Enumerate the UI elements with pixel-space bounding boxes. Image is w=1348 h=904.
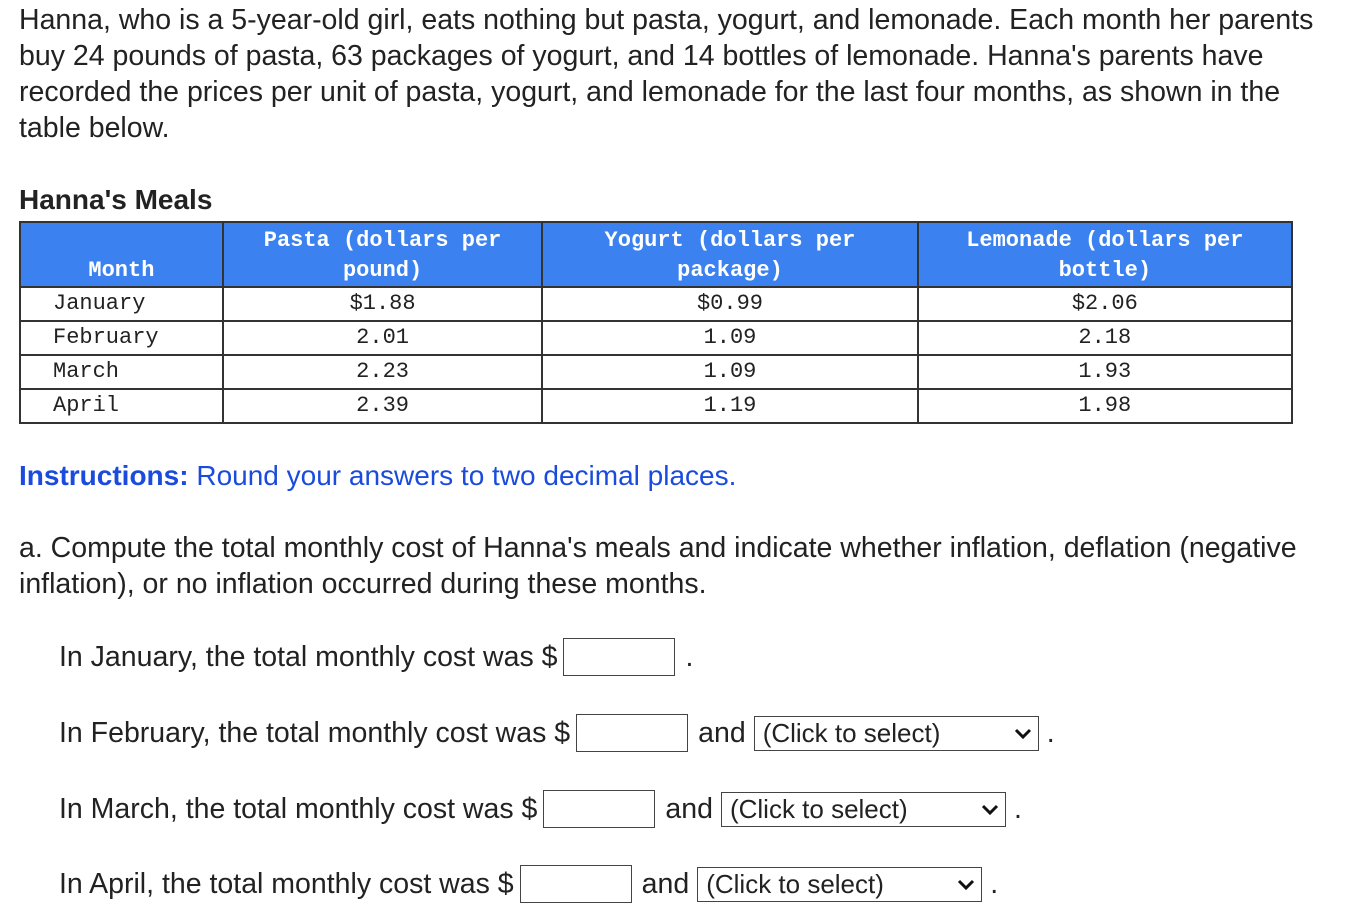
cell-lemonade: 1.93 bbox=[918, 355, 1292, 389]
cell-lemonade: 2.18 bbox=[918, 321, 1292, 355]
header-lemonade: Lemonade (dollars per bottle) bbox=[918, 222, 1292, 287]
chevron-down-icon bbox=[981, 799, 999, 819]
cell-month: January bbox=[20, 287, 223, 321]
cell-yogurt: 1.09 bbox=[542, 355, 917, 389]
cell-yogurt: 1.19 bbox=[542, 389, 917, 423]
cell-yogurt: $0.99 bbox=[542, 287, 917, 321]
cell-pasta: $1.88 bbox=[223, 287, 542, 321]
instructions-text: Round your answers to two decimal places. bbox=[196, 460, 737, 491]
table-title: Hanna's Meals bbox=[19, 184, 213, 215]
cell-pasta: 2.23 bbox=[223, 355, 542, 389]
february-inflation-select[interactable] bbox=[754, 716, 1039, 751]
period: . bbox=[990, 868, 999, 900]
answer-prompt: In March, the total monthly cost was $ bbox=[59, 793, 538, 825]
answer-prompt: In February, the total monthly cost was $ bbox=[59, 717, 571, 749]
march-inflation-select[interactable] bbox=[721, 792, 1006, 827]
select-value: (Click to select) bbox=[762, 718, 941, 748]
cell-month: April bbox=[20, 389, 223, 423]
cell-pasta: 2.01 bbox=[223, 321, 542, 355]
cell-pasta: 2.39 bbox=[223, 389, 542, 423]
header-pasta: Pasta (dollars per pound) bbox=[223, 222, 542, 287]
instructions bbox=[19, 458, 736, 494]
select-value: (Click to select) bbox=[706, 869, 884, 899]
header-month: Month bbox=[20, 222, 223, 287]
cell-yogurt: 1.09 bbox=[542, 321, 917, 355]
cell-lemonade: 1.98 bbox=[918, 389, 1292, 423]
table-row bbox=[20, 321, 1292, 355]
january-cost-input[interactable] bbox=[563, 638, 675, 676]
table-row bbox=[20, 355, 1292, 389]
and-label: and bbox=[641, 868, 690, 900]
april-inflation-select[interactable] bbox=[697, 867, 982, 902]
period: . bbox=[1013, 793, 1022, 825]
problem-intro: Hanna, who is a 5-year-old girl, eats nothing but pasta, yogurt, and lemonade. Each month her parents buy 24 pounds of pasta, 63 packages of yogurt, and 14 bottles of lemonade. Hanna's parents have recorded the prices per unit of pasta, yogurt, and lemonade for the last four months, as shown in the table below. bbox=[19, 4, 1314, 144]
cell-month: February bbox=[20, 321, 223, 355]
period: . bbox=[685, 641, 694, 673]
prices-table bbox=[19, 221, 1293, 424]
period: . bbox=[1046, 717, 1055, 749]
cell-lemonade: $2.06 bbox=[918, 287, 1292, 321]
answer-row-january bbox=[59, 637, 693, 677]
question-a: a. Compute the total monthly cost of Hanna's meals and indicate whether inflation, deflation (negative inflation), or no inflation occurred during these months. bbox=[19, 532, 1297, 600]
chevron-down-icon bbox=[1014, 723, 1032, 743]
chevron-down-icon bbox=[957, 874, 975, 894]
february-cost-input[interactable] bbox=[576, 714, 688, 752]
header-yogurt: Yogurt (dollars per package) bbox=[542, 222, 917, 287]
april-cost-input[interactable] bbox=[520, 865, 632, 903]
cell-month: March bbox=[20, 355, 223, 389]
table-header-row bbox=[20, 222, 1292, 287]
answer-row-february bbox=[59, 713, 1055, 753]
answer-row-april bbox=[59, 864, 998, 904]
answer-prompt: In April, the total monthly cost was $ bbox=[59, 868, 514, 900]
table-row bbox=[20, 389, 1292, 423]
and-label: and bbox=[665, 793, 713, 825]
answer-prompt: In January, the total monthly cost was $ bbox=[59, 641, 558, 673]
instructions-label: Instructions: bbox=[19, 460, 189, 491]
select-value: (Click to select) bbox=[729, 794, 908, 824]
and-label: and bbox=[698, 717, 746, 749]
table-row bbox=[20, 287, 1292, 321]
answer-row-march bbox=[59, 789, 1022, 829]
march-cost-input[interactable] bbox=[543, 790, 655, 828]
